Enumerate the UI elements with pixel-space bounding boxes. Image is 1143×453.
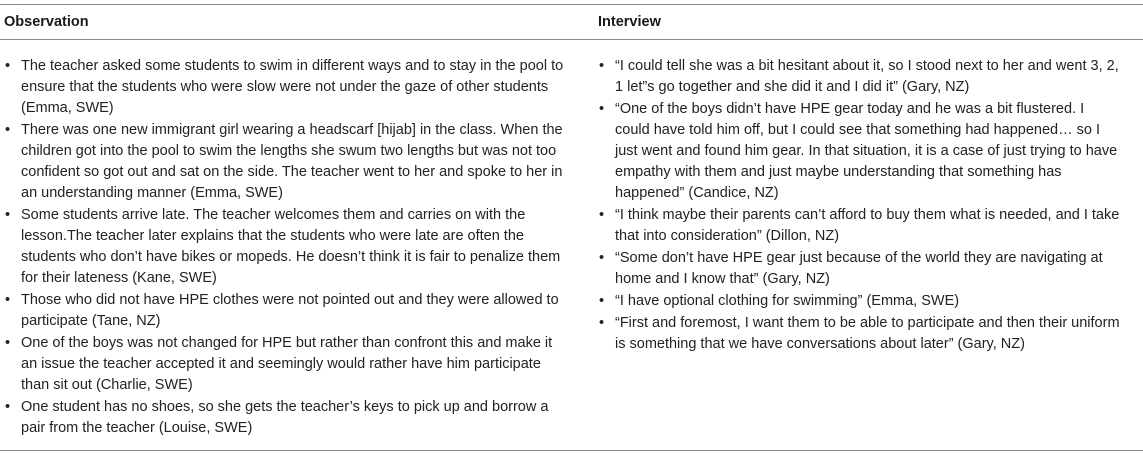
bullet-icon: • (599, 315, 605, 331)
list-item (598, 56, 1120, 98)
column-header-interview: Interview (598, 14, 661, 30)
bullet-icon: • (5, 207, 11, 223)
bullet-icon: • (5, 58, 11, 74)
observation-list (4, 56, 570, 440)
bullet-icon: • (599, 58, 605, 74)
list-item (598, 99, 1120, 204)
column-header-observation: Observation (4, 14, 89, 30)
list-item (598, 205, 1120, 247)
table-top-rule (0, 4, 1143, 5)
bullet-icon: • (5, 122, 11, 138)
bullet-icon: • (599, 101, 605, 117)
observation-text: Those who did not have HPE clothes were not pointed out and they were allowed to participate (Tane, NZ) (21, 292, 559, 329)
bullet-icon: • (599, 293, 605, 309)
bullet-icon: • (599, 207, 605, 223)
interview-list (598, 56, 1120, 356)
interview-text: “First and foremost, I want them to be able to participate and then their uniform is something that we have conversations about later” (Gary, NZ) (615, 315, 1120, 352)
list-item (4, 120, 570, 204)
list-item (4, 56, 570, 119)
header-divider-rule (0, 39, 1143, 40)
interview-text: “I could tell she was a bit hesitant about it, so I stood next to her and went 3, 2, 1 let”s go together and she did it and I did it” (Gary, NZ) (615, 58, 1119, 95)
list-item (598, 248, 1120, 290)
table-bottom-rule (0, 450, 1143, 451)
observation-text: Some students arrive late. The teacher welcomes them and carries on with the lesson.The teacher later explains that the students who were late are often the students who don’t have bikes or mopeds. He doesn’t think it is fair to penalize them for their lateness (Kane, SWE) (21, 207, 561, 286)
list-item (4, 333, 570, 396)
bullet-icon: • (5, 399, 11, 415)
observation-text: One of the boys was not changed for HPE but rather than confront this and make it an issue the teacher accepted it and seemingly would rather have him participate than sit out (Charlie, SWE) (21, 335, 553, 393)
observation-text: One student has no shoes, so she gets the teacher’s keys to pick up and borrow a pair from the teacher (Louise, SWE) (21, 399, 549, 436)
list-item (598, 291, 1120, 312)
bullet-icon: • (599, 250, 605, 266)
interview-text: “Some don’t have HPE gear just because of the world they are navigating at home and I know that” (Gary, NZ) (615, 250, 1103, 287)
interview-text: “I think maybe their parents can’t afford to buy them what is needed, and I take that into consideration” (Dillon, NZ) (615, 207, 1120, 244)
list-item (4, 290, 570, 332)
list-item (598, 313, 1120, 355)
interview-text: “One of the boys didn’t have HPE gear today and he was a bit flustered. I could have told him off, but I could see that something had happened… so I just went and found him gear. In that situation, it is a case of just trying to have empathy with them and just maybe understanding that something has happened” (Candice, NZ) (615, 101, 1118, 201)
observation-text: The teacher asked some students to swim in different ways and to stay in the pool to ensure that the students who were slow were not under the gaze of other students (Emma, SWE) (21, 58, 564, 116)
observation-text: There was one new immigrant girl wearing a headscarf [hijab] in the class. When the children got into the pool to swim the lengths she swum two lengths but was not too confident so got out and sat on the side. The teacher went to her and spoke to her in an understanding manner (Emma, SWE) (21, 122, 563, 201)
list-item (4, 205, 570, 289)
bullet-icon: • (5, 335, 11, 351)
bullet-icon: • (5, 292, 11, 308)
list-item (4, 397, 570, 439)
interview-text: “I have optional clothing for swimming” (Emma, SWE) (615, 293, 960, 309)
